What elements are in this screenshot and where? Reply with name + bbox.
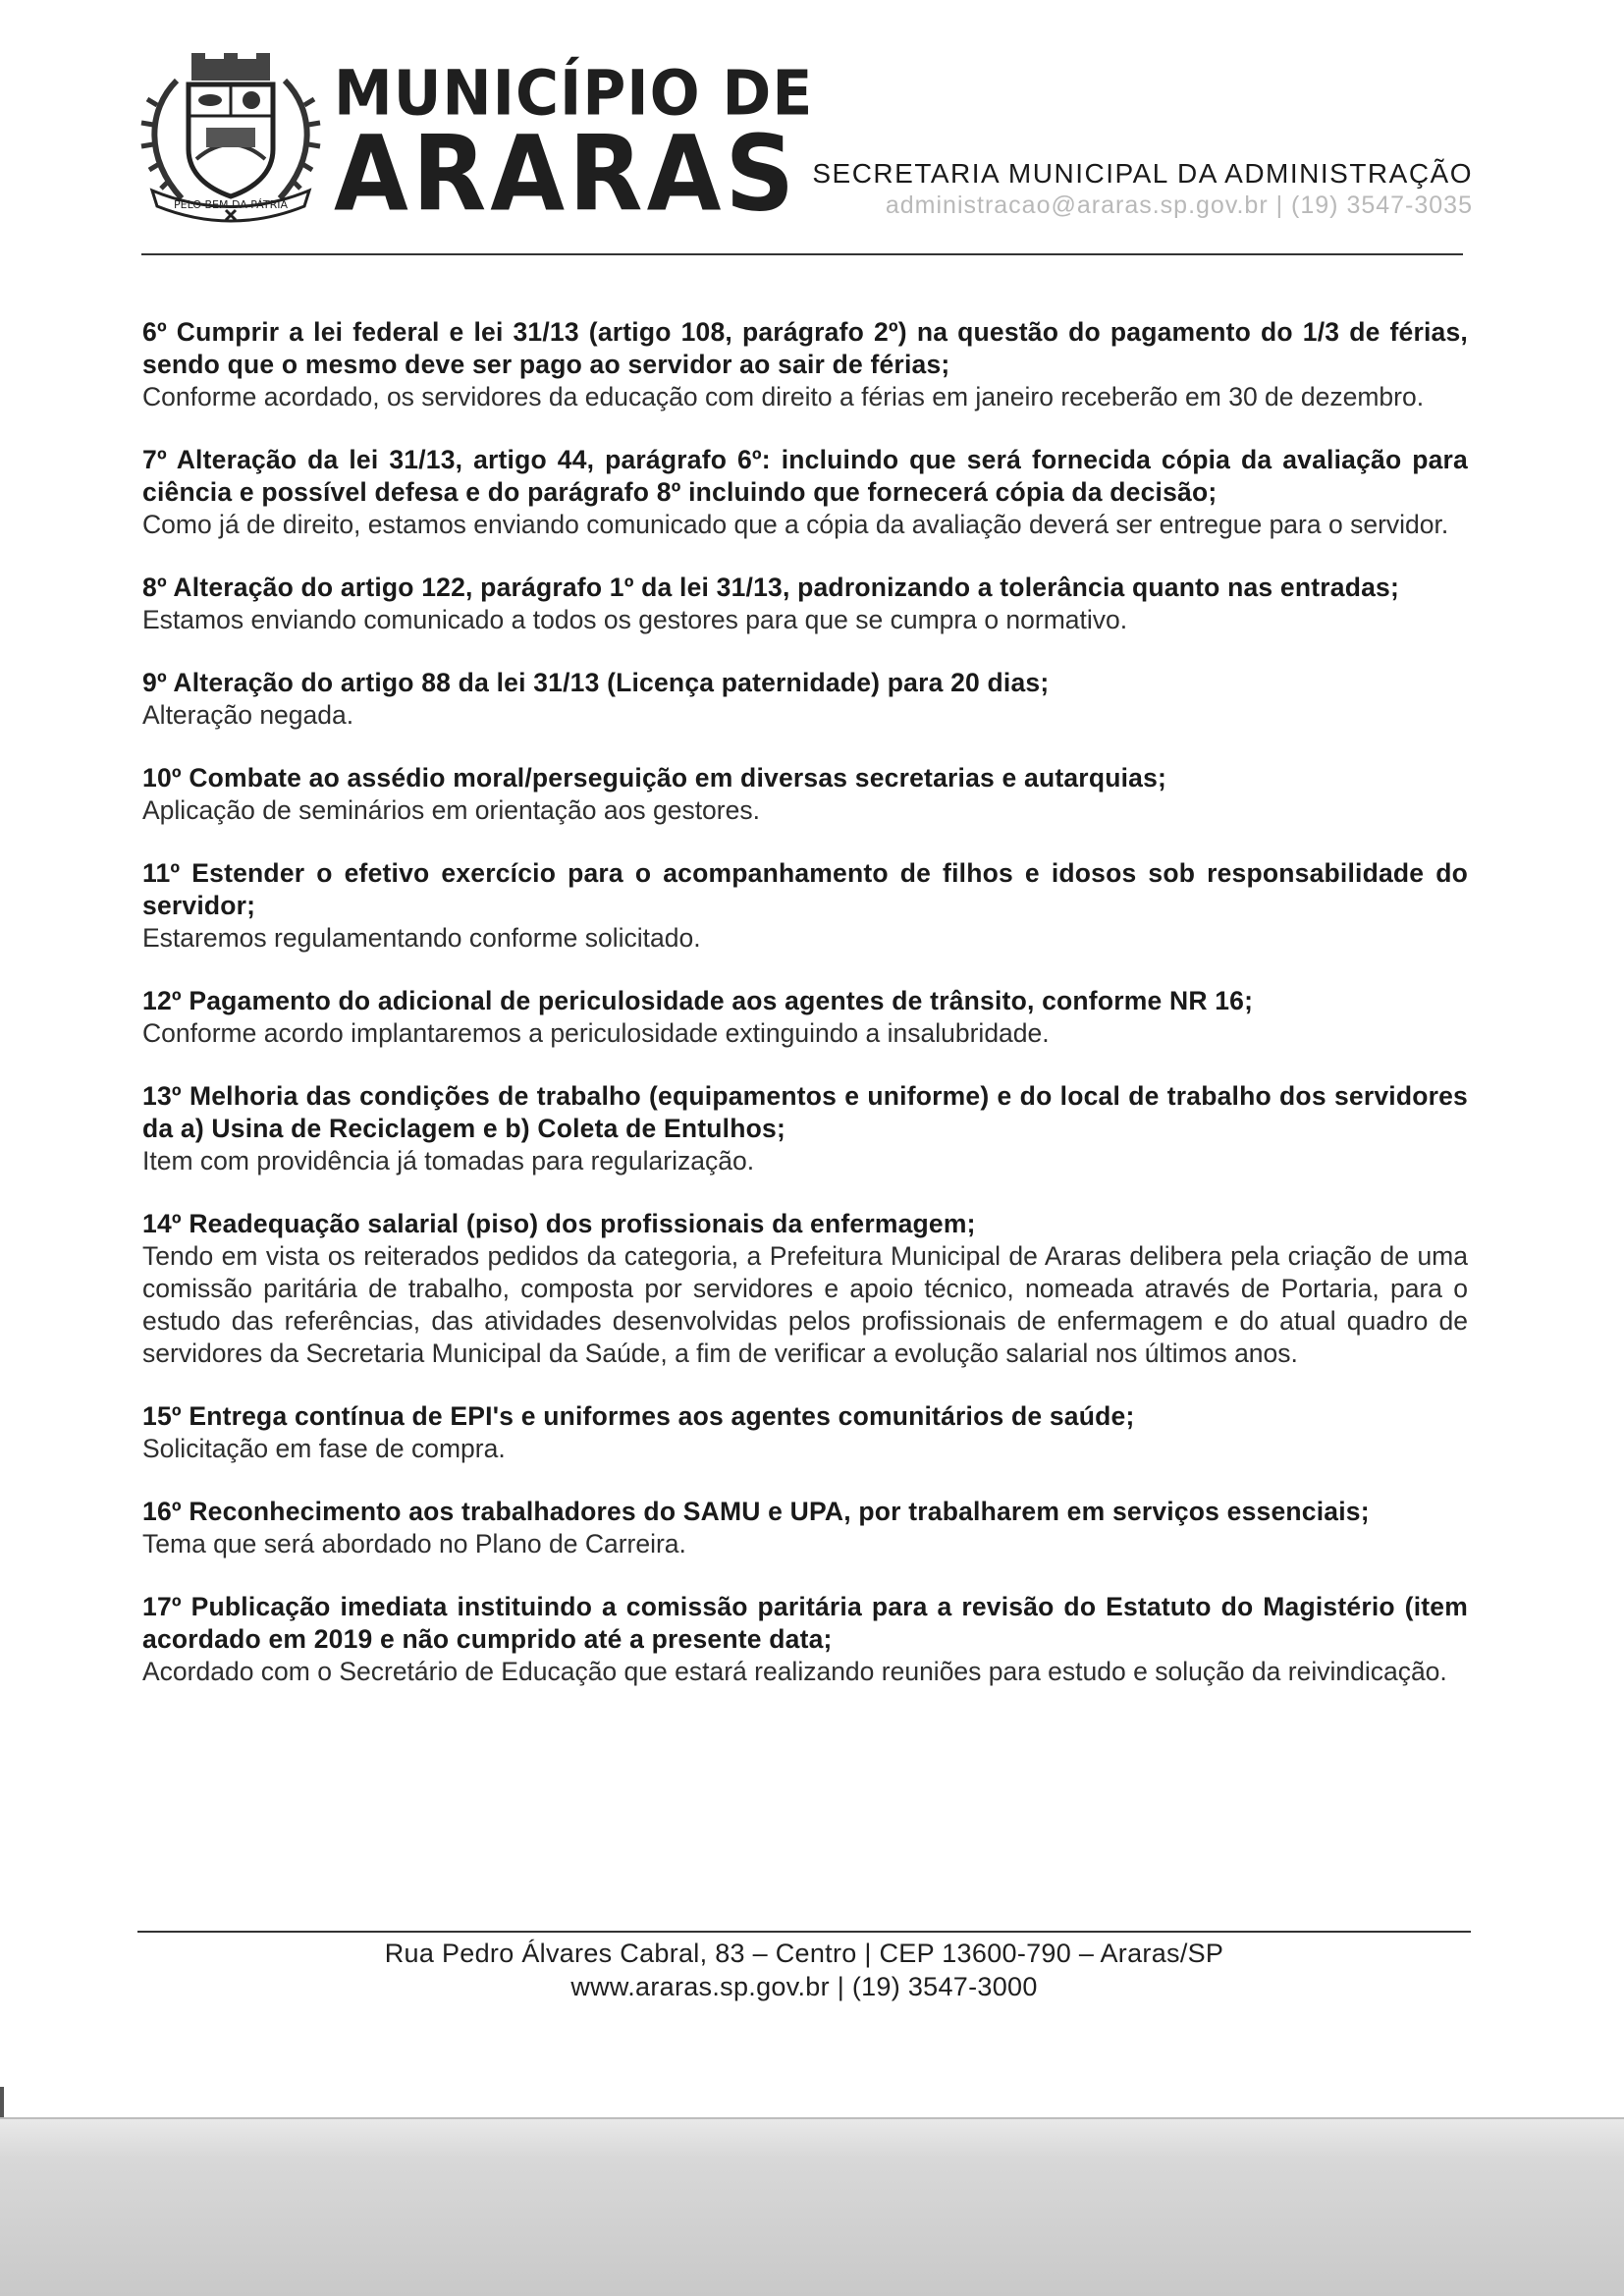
logo-wordmark bbox=[334, 57, 814, 236]
item-answer: Item com providência já tomadas para regularização. bbox=[142, 1146, 755, 1175]
logo-line-araras: ARARAS bbox=[334, 114, 799, 236]
footer bbox=[137, 1937, 1471, 2003]
item-question: 9º Alteração do artigo 88 da lei 31/13 (Licença paternidade) para 20 dias; bbox=[142, 668, 1050, 697]
item-answer: Conforme acordo implantaremos a periculosidade extinguindo a insalubridade. bbox=[142, 1018, 1050, 1048]
municipal-crest-icon bbox=[137, 51, 324, 223]
item-question: 17º Publicação imediata instituindo a comissão paritária para a revisão do Estatuto do Magistério (item acordado em 2019 e não cumprido até a presente data; bbox=[142, 1592, 1468, 1654]
item-question: 16º Reconhecimento aos trabalhadores do SAMU e UPA, por trabalharem em serviços essenciais; bbox=[142, 1497, 1370, 1526]
list-item bbox=[142, 1208, 1468, 1370]
department-block bbox=[812, 157, 1473, 220]
item-question: 11º Estender o efetivo exercício para o acompanhamento de filhos e idosos sob responsabilidade do servidor; bbox=[142, 858, 1468, 920]
header-divider bbox=[141, 253, 1463, 255]
department-contact: administracao@araras.sp.gov.br | (19) 3547-3035 bbox=[885, 191, 1473, 219]
item-answer: Acordado com o Secretário de Educação que estará realizando reuniões para estudo e solução da reivindicação. bbox=[142, 1657, 1447, 1686]
item-question: 10º Combate ao assédio moral/perseguição em diversas secretarias e autarquias; bbox=[142, 763, 1167, 793]
item-answer: Tema que será abordado no Plano de Carreira. bbox=[142, 1529, 686, 1558]
list-item bbox=[142, 1080, 1468, 1177]
item-question: 14º Readequação salarial (piso) dos profissionais da enfermagem; bbox=[142, 1209, 976, 1238]
footer-divider bbox=[137, 1931, 1471, 1933]
scan-background bbox=[0, 2119, 1624, 2296]
list-item bbox=[142, 1400, 1468, 1465]
item-answer: Estamos enviando comunicado a todos os gestores para que se cumpra o normativo. bbox=[142, 605, 1128, 634]
item-question: 8º Alteração do artigo 122, parágrafo 1º da lei 31/13, padronizando a tolerância quanto nas entradas; bbox=[142, 573, 1400, 602]
logo-line-municipio: MUNICÍPIO DE bbox=[334, 57, 814, 131]
list-item bbox=[142, 985, 1468, 1050]
item-answer: Conforme acordado, os servidores da educação com direito a férias em janeiro receberão em 30 de dezembro. bbox=[142, 382, 1425, 411]
item-answer: Tendo em vista os reiterados pedidos da categoria, a Prefeitura Municipal de Araras delibera pela criação de uma comissão paritária de trabalho, composta por servidores e apoio técnico, nomeada através de Portaria, para o estudo das referências, das atividades desenvolvidas pelos profissionais de enfermagem e do atual quadro de servidores da Secretaria Municipal da Saúde, a fim de verificar a evolução salarial nos últimos anos. bbox=[142, 1241, 1468, 1368]
list-item bbox=[142, 857, 1468, 955]
item-answer: Como já de direito, estamos enviando comunicado que a cópia da avaliação deverá ser entregue para o servidor. bbox=[142, 510, 1449, 539]
item-question: 12º Pagamento do adicional de periculosidade aos agentes de trânsito, conforme NR 16; bbox=[142, 986, 1254, 1015]
footer-address: Rua Pedro Álvares Cabral, 83 – Centro | CEP 13600-790 – Araras/SP bbox=[384, 1939, 1224, 1968]
list-item bbox=[142, 1496, 1468, 1560]
item-answer: Estaremos regulamentando conforme solicitado. bbox=[142, 923, 701, 953]
item-question: 7º Alteração da lei 31/13, artigo 44, parágrafo 6º: incluindo que será fornecida cópia da avaliação para ciência e possível defesa e do parágrafo 8º incluindo que fornecerá cópia da decisão; bbox=[142, 445, 1468, 507]
list-item bbox=[142, 1591, 1468, 1688]
item-answer: Alteração negada. bbox=[142, 700, 354, 730]
scan-mark bbox=[0, 2087, 4, 2118]
item-answer: Aplicação de seminários em orientação aos gestores. bbox=[142, 795, 760, 825]
list-item bbox=[142, 316, 1468, 413]
item-question: 15º Entrega contínua de EPI's e uniformes aos agentes comunitários de saúde; bbox=[142, 1401, 1135, 1431]
list-item bbox=[142, 667, 1468, 732]
department-title: SECRETARIA MUNICIPAL DA ADMINISTRAÇÃO bbox=[812, 158, 1473, 189]
item-question: 13º Melhoria das condições de trabalho (equipamentos e uniforme) e do local de trabalho dos servidores da a) Usina de Reciclagem e b) Coleta de Entulhos; bbox=[142, 1081, 1468, 1143]
document-body bbox=[142, 316, 1468, 1719]
list-item bbox=[142, 444, 1468, 541]
footer-web-phone: www.araras.sp.gov.br | (19) 3547-3000 bbox=[570, 1972, 1038, 2001]
list-item bbox=[142, 762, 1468, 827]
list-item bbox=[142, 572, 1468, 636]
item-answer: Solicitação em fase de compra. bbox=[142, 1434, 506, 1463]
svg-text:PELO BEM DA PÁTRIA: PELO BEM DA PÁTRIA bbox=[174, 198, 288, 211]
letterhead bbox=[137, 51, 1473, 236]
item-question: 6º Cumprir a lei federal e lei 31/13 (artigo 108, parágrafo 2º) na questão do pagamento do 1/3 de férias, sendo que o mesmo deve ser pago ao servidor ao sair de férias; bbox=[142, 317, 1468, 379]
